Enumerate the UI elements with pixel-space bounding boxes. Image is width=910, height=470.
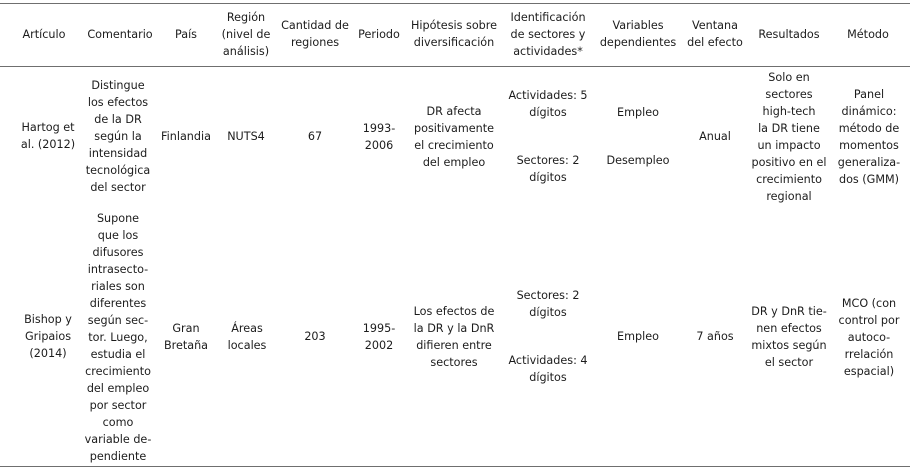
cell-identificacion-a: Actividades: 5 dígitos	[508, 89, 588, 119]
header-periodo: Periodo	[358, 27, 400, 41]
cell-resultados: Solo en sectores high-tech la DR tiene un impacto positivo en el crecimiento regional	[751, 71, 827, 203]
cell-hipotesis: Los efectos de la DR y la DnR difieren entre sectores	[413, 305, 495, 369]
cell-identificacion-b: Sectores: 2 dígitos	[516, 154, 580, 184]
cell-region: Áreas locales	[227, 322, 267, 352]
cell-pais: Finlandia	[161, 130, 211, 143]
header-pais: País	[174, 27, 198, 41]
cell-identificacion-b: Actividades: 4 dígitos	[508, 354, 588, 384]
header-identificacion: Identificación de sectores y actividades*	[510, 10, 586, 58]
header-variables: Variables dependientes	[599, 19, 677, 49]
table-bottom-rule	[0, 466, 910, 467]
cell-variables: Empleo	[617, 330, 659, 343]
header-hipotesis: Hipótesis sobre diversificación	[410, 19, 498, 49]
header-resultados: Resultados	[758, 27, 820, 41]
header-metodo: Método	[847, 27, 889, 41]
cell-metodo: MCO (con control por autoco- rrelación espacial)	[838, 297, 900, 378]
cell-resultados: DR y DnR tie- nen efectos mixtos según el sector	[751, 305, 827, 369]
header-bottom-rule	[0, 66, 910, 67]
header-articulo: Artículo	[22, 27, 66, 41]
cell-ventana: 7 años	[696, 330, 734, 343]
header-ventana: Ventana del efecto	[687, 19, 743, 49]
cell-articulo: Hartog et al. (2012)	[20, 121, 76, 151]
cell-variables-a: Empleo	[617, 106, 659, 119]
cell-pais: Gran Bretaña	[163, 322, 209, 352]
header-cantidad: Cantidad de regiones	[281, 19, 349, 49]
cell-articulo: Bishop y Gripaios (2014)	[24, 313, 72, 360]
header-region: Región (nivel de análisis)	[221, 10, 271, 58]
cell-cantidad: 67	[307, 130, 323, 143]
cell-variables-b: Desempleo	[606, 154, 670, 167]
cell-comentario: Supone que los difusores intrasecto- riales son diferentes según sec- tor. Luego, estudia el crecimiento del empleo por sector como variable de- pendiente	[84, 212, 152, 463]
header-comentario: Comentario	[87, 27, 153, 41]
cell-cantidad: 203	[304, 330, 326, 343]
cell-hipotesis: DR afecta positivamente el crecimiento del empleo	[414, 105, 494, 169]
cell-identificacion-a: Sectores: 2 dígitos	[516, 289, 580, 319]
cell-comentario: Distingue los efectos de la DR según la intensidad tecnológica del sector	[85, 79, 151, 194]
cell-region: NUTS4	[227, 130, 265, 143]
cell-periodo: 1995- 2002	[362, 322, 396, 352]
cell-metodo: Panel dinámico: método de momentos generaliza- dos (GMM)	[837, 88, 901, 186]
cell-ventana: Anual	[699, 130, 731, 143]
cell-periodo: 1993- 2006	[362, 122, 396, 152]
